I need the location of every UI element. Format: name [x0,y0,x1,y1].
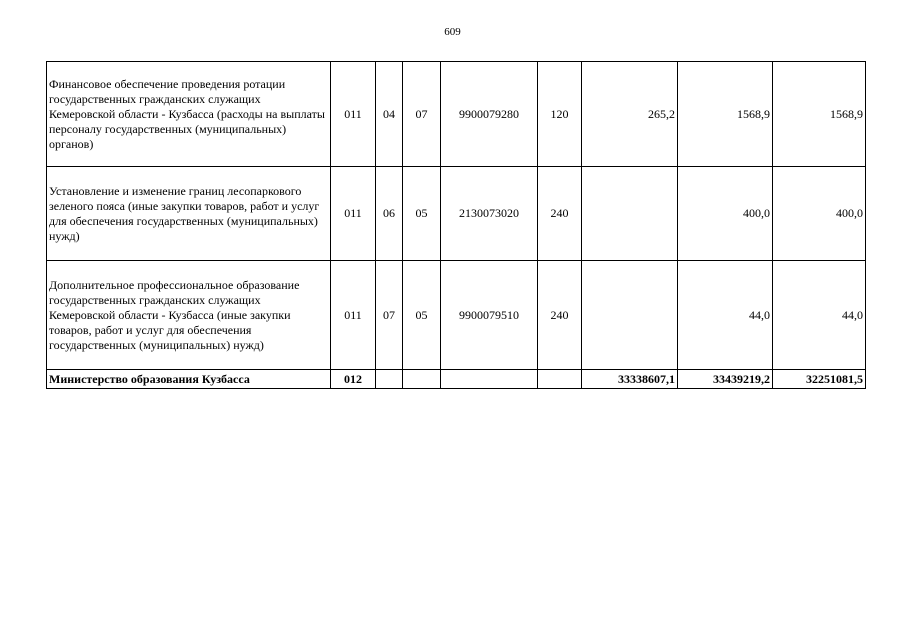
amount-year1-cell [582,261,678,370]
total-amount-year3-cell: 32251081,5 [773,370,866,389]
table-row [47,167,866,261]
section-code-cell: 06 [376,167,403,261]
section-code-cell: 07 [376,261,403,370]
total-name-cell: Министерство образования Кузбасса [47,370,331,389]
target-article-cell: 9900079280 [441,62,538,167]
section-code-cell: 04 [376,62,403,167]
ministry-code-cell: 011 [331,62,376,167]
page-number: 609 [444,26,461,38]
subsection-code-cell: 05 [403,261,441,370]
amount-year1-cell: 265,2 [582,62,678,167]
subsection-code-cell: 05 [403,167,441,261]
expense-type-cell: 120 [538,62,582,167]
amount-year2-cell: 400,0 [678,167,773,261]
row-name-cell: Дополнительное профессиональное образование государственных гражданских служащих Кемеровской области - Кузбасса (иные закупки товаров, работ и услуг для обеспечения государственных (муниципальных) нужд) [47,261,331,370]
total-ministry-code-cell: 012 [331,370,376,389]
total-amount-year1-cell: 33338607,1 [582,370,678,389]
amount-year2-cell: 1568,9 [678,62,773,167]
amount-year3-cell: 400,0 [773,167,866,261]
total-subsection-code-cell [403,370,441,389]
expense-type-cell: 240 [538,167,582,261]
row-name-cell: Финансовое обеспечение проведения ротации государственных гражданских служащих Кемеровской области - Кузбасса (расходы на выплаты персоналу государственных (муниципальных) органов) [47,62,331,167]
total-row [47,370,866,389]
total-section-code-cell [376,370,403,389]
table-row [47,261,866,370]
subsection-code-cell: 07 [403,62,441,167]
amount-year2-cell: 44,0 [678,261,773,370]
budget-table [46,61,866,389]
total-expense-type-cell [538,370,582,389]
total-target-article-cell [441,370,538,389]
target-article-cell: 9900079510 [441,261,538,370]
target-article-cell: 2130073020 [441,167,538,261]
table-row [47,62,866,167]
amount-year1-cell [582,167,678,261]
ministry-code-cell: 011 [331,261,376,370]
row-name-cell: Установление и изменение границ лесопаркового зеленого пояса (иные закупки товаров, работ и услуг для обеспечения государственных (муниципальных) нужд) [47,167,331,261]
amount-year3-cell: 1568,9 [773,62,866,167]
expense-type-cell: 240 [538,261,582,370]
amount-year3-cell: 44,0 [773,261,866,370]
total-amount-year2-cell: 33439219,2 [678,370,773,389]
ministry-code-cell: 011 [331,167,376,261]
